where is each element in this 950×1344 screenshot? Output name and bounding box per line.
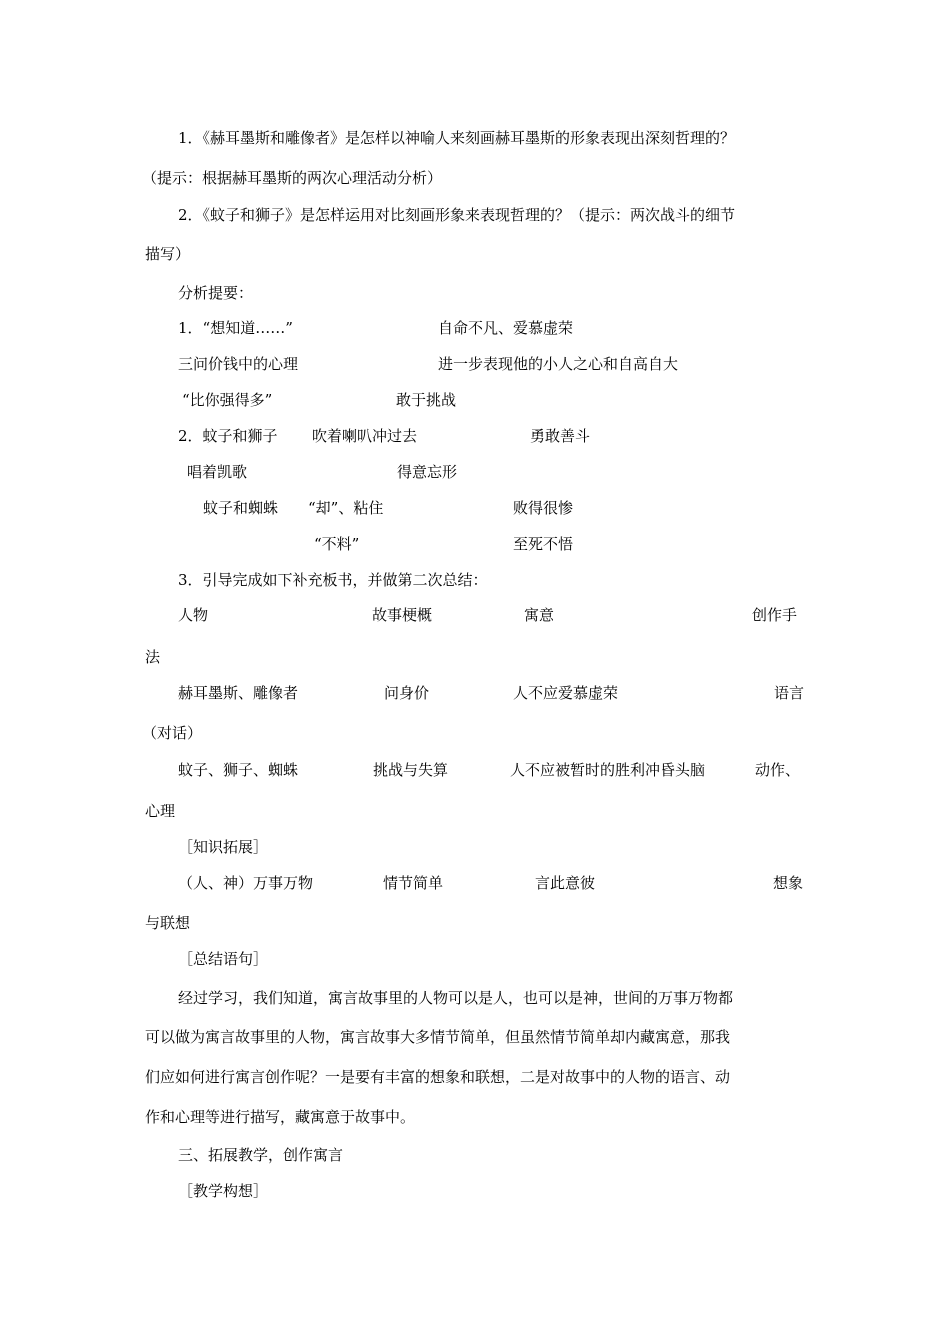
- analysis-row-6-c: 败得很惨: [513, 499, 574, 517]
- question-2-line-1: 2．《蚊子和狮子》是怎样运用对比刻画形象来表现哲理的？（提示：两次战斗的细节: [178, 206, 736, 224]
- extension-col-1: （人、神）万事万物: [178, 874, 314, 892]
- board-intro: 3．引导完成如下补充板书，并做第二次总结：: [178, 571, 488, 589]
- analysis-row-4-c: 勇敢善斗: [530, 427, 591, 445]
- analysis-row-4-a: 2．蚊子和狮子: [178, 427, 278, 445]
- board-header-wrap: 法: [145, 648, 161, 666]
- board-header-technique: 创作手: [752, 606, 798, 624]
- analysis-row-2-b: 进一步表现他的小人之心和自高自大: [438, 355, 679, 373]
- analysis-row-3-a: “比你强得多”: [182, 391, 273, 409]
- extension-col-2: 情节简单: [383, 874, 444, 892]
- question-1-line-2: （提示：根据赫耳墨斯的两次心理活动分析）: [142, 169, 443, 187]
- analysis-row-4-b: 吹着喇叭冲过去: [312, 427, 418, 445]
- board-row-1-person: 赫耳墨斯、雕像者: [178, 684, 299, 702]
- question-2-line-2: 描写）: [145, 245, 191, 263]
- analysis-row-7-c: 至死不悟: [513, 535, 574, 553]
- analysis-row-6-a: 蚊子和蜘蛛: [203, 499, 279, 517]
- analysis-row-6-b: “却”、粘住: [308, 499, 384, 517]
- extension-col-3: 言此意彼: [535, 874, 596, 892]
- analysis-row-2-a: 三问价钱中的心理: [178, 355, 299, 373]
- summary-line-3: 们应如何进行寓言创作呢？一是要有丰富的想象和联想，二是对故事中的人物的语言、动: [145, 1068, 731, 1086]
- summary-heading: ［总结语句］: [178, 950, 269, 968]
- question-1-line-1: 1．《赫耳墨斯和雕像者》是怎样以神喻人来刻画赫耳墨斯的形象表现出深刻哲理的？: [178, 129, 736, 147]
- section-3-title: 三、拓展教学，创作寓言: [178, 1146, 344, 1164]
- board-row-2-plot: 挑战与失算: [373, 761, 449, 779]
- analysis-heading: 分析提要：: [178, 284, 254, 302]
- extension-col-4: 想象: [773, 874, 804, 892]
- board-row-1-plot: 问身价: [384, 684, 430, 702]
- summary-line-2: 可以做为寓言故事里的人物，寓言故事大多情节简单，但虽然情节简单却内藏寓意，那我: [145, 1028, 731, 1046]
- board-row-1-moral: 人不应爱慕虚荣: [513, 684, 619, 702]
- board-header-moral: 寓意: [524, 606, 555, 624]
- summary-line-1: 经过学习，我们知道，寓言故事里的人物可以是人，也可以是神，世间的万事万物都: [178, 989, 734, 1007]
- extension-wrap: 与联想: [145, 914, 191, 932]
- analysis-row-5-b: 得意忘形: [397, 463, 458, 481]
- extension-heading: ［知识拓展］: [178, 838, 269, 856]
- summary-line-4: 作和心理等进行描写，藏寓意于故事中。: [145, 1108, 416, 1126]
- analysis-row-3-b: 敢于挑战: [396, 391, 457, 409]
- board-row-2-person: 蚊子、狮子、蜘蛛: [178, 761, 299, 779]
- analysis-row-1-b: 自命不凡、爱慕虚荣: [438, 319, 574, 337]
- board-row-1-technique: 语言: [774, 684, 805, 702]
- section-3-subheading: ［教学构想］: [178, 1182, 269, 1200]
- board-row-2-moral: 人不应被暂时的胜利冲昏头脑: [510, 761, 706, 779]
- board-row-2-wrap: 心理: [145, 802, 176, 820]
- analysis-row-1-a: 1．“想知道……”: [178, 319, 293, 337]
- board-row-1-wrap: （对话）: [142, 724, 203, 742]
- analysis-row-7-b: “不料”: [314, 535, 360, 553]
- board-header-plot: 故事梗概: [372, 606, 433, 624]
- board-header-person: 人物: [178, 606, 209, 624]
- board-row-2-technique: 动作、: [755, 761, 801, 779]
- analysis-row-5-a: 唱着凯歌: [187, 463, 248, 481]
